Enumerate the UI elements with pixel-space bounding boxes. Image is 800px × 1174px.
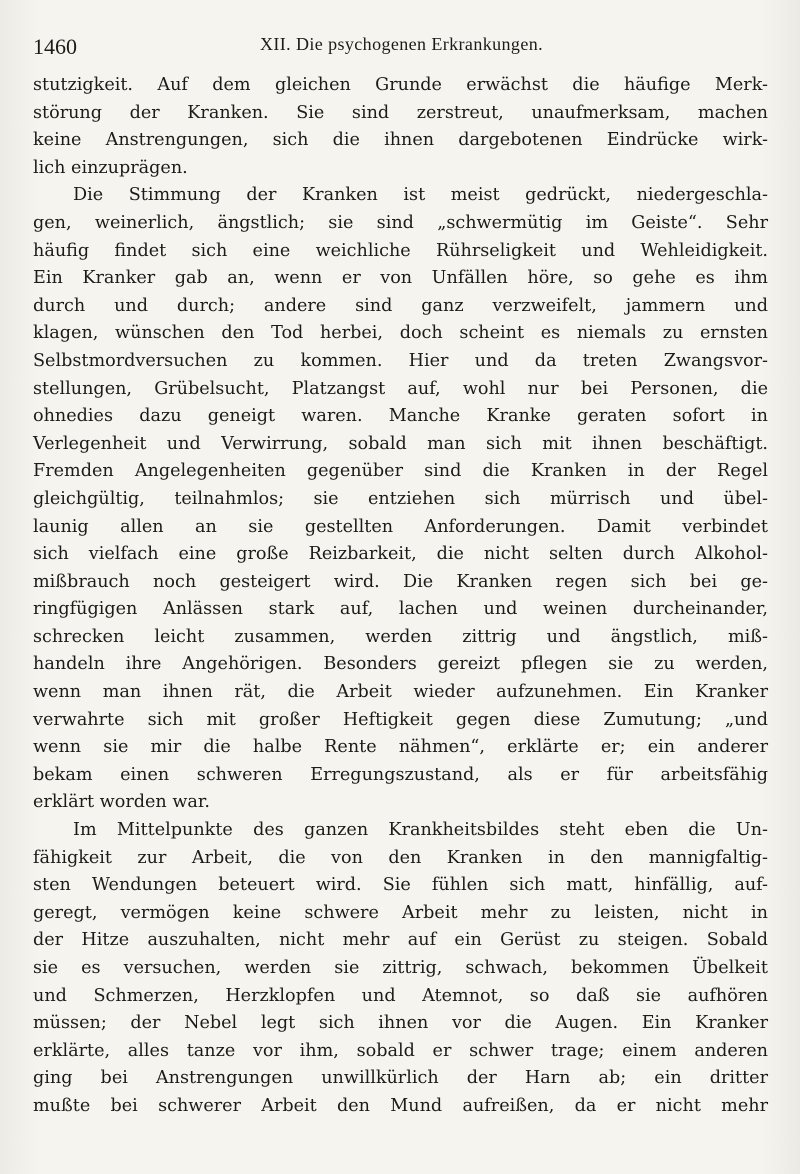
body-text	[33, 72, 768, 1121]
text-line: verwahrte sich mit großer Heftigkeit gegen diese Zumutung; „und	[33, 709, 768, 730]
text-line: fähigkeit zur Arbeit, die von den Kranken in den mannigfaltig-	[33, 847, 768, 868]
text-line: müssen; der Nebel legt sich ihnen vor die Augen. Ein Kranker	[33, 1013, 768, 1034]
text-line: Im Mittelpunkte des ganzen Krankheitsbildes steht eben die Un-	[73, 820, 768, 841]
text-line: launig allen an sie gestellten Anforderungen. Damit verbindet	[33, 516, 768, 537]
running-title: XII. Die psychogenen Erkrankungen.	[260, 34, 544, 54]
text-line: Verlegenheit und Verwirrung, sobald man sich mit ihnen beschäftigt.	[33, 433, 768, 454]
text-line: wenn sie mir die halbe Rente nähmen“, erklärte er; ein anderer	[33, 737, 768, 758]
text-line: durch und durch; andere sind ganz verzweifelt, jammern und	[33, 295, 768, 316]
text-line: keine Anstrengungen, sich die ihnen dargebotenen Eindrücke wirk-	[33, 130, 768, 151]
page-number: 1460	[33, 34, 77, 59]
text-line: gleichgültig, teilnahmlos; sie entziehen sich mürrisch und übel-	[33, 488, 768, 509]
text-line: sich vielfach eine große Reizbarkeit, die nicht selten durch Alkohol-	[33, 544, 768, 565]
text-line: Ein Kranker gab an, wenn er von Unfällen höre, so gehe es ihm	[33, 268, 768, 289]
text-line: mißbrauch noch gesteigert wird. Die Kranken regen sich bei ge-	[33, 571, 768, 592]
text-line: ohnedies dazu geneigt waren. Manche Kranke geraten sofort in	[33, 406, 768, 427]
text-line: und Schmerzen, Herzklopfen und Atemnot, so daß sie aufhören	[33, 985, 768, 1006]
text-line: mußte bei schwerer Arbeit den Mund aufreißen, da er nicht mehr	[33, 1095, 768, 1116]
text-line: stellungen, Grübelsucht, Platzangst auf, wohl nur bei Personen, die	[33, 378, 768, 399]
text-line: gen, weinerlich, ängstlich; sie sind „schwermütig im Geiste“. Sehr	[33, 212, 768, 233]
page-header	[33, 30, 760, 60]
text-line: erklärt worden war.	[33, 792, 210, 813]
text-line: handeln ihre Angehörigen. Besonders gereizt pflegen sie zu werden,	[33, 654, 768, 675]
text-line: sten Wendungen beteuert wird. Sie fühlen sich matt, hinfällig, auf-	[33, 875, 768, 896]
text-line: der Hitze auszuhalten, nicht mehr auf ein Gerüst zu steigen. Sobald	[33, 930, 768, 951]
text-line: stutzigkeit. Auf dem gleichen Grunde erwächst die häufige Merk-	[33, 75, 768, 95]
text-line: ging bei Anstrengungen unwillkürlich der Harn ab; ein dritter	[33, 1068, 768, 1089]
text-line: ringfügigen Anlässen stark auf, lachen und weinen durcheinander,	[33, 599, 768, 620]
text-line: lich einzuprägen.	[33, 157, 188, 178]
text-line: erklärte, alles tanze vor ihm, sobald er schwer trage; einem anderen	[33, 1040, 768, 1061]
text-line: Selbstmordversuchen zu kommen. Hier und da treten Zwangsvor-	[33, 350, 768, 371]
text-line: klagen, wünschen den Tod herbei, doch scheint es niemals zu ernsten	[33, 323, 768, 344]
text-line: geregt, vermögen keine schwere Arbeit mehr zu leisten, nicht in	[33, 902, 768, 923]
text-line: sie es versuchen, werden sie zittrig, schwach, bekommen Übelkeit	[33, 958, 768, 978]
text-line: bekam einen schweren Erregungszustand, als er für arbeitsfähig	[33, 764, 768, 785]
text-line: schrecken leicht zusammen, werden zittrig und ängstlich, miß-	[33, 626, 768, 647]
text-line: wenn man ihnen rät, die Arbeit wieder aufzunehmen. Ein Kranker	[33, 682, 768, 703]
text-line: häufig findet sich eine weichliche Rührseligkeit und Wehleidigkeit.	[33, 240, 768, 261]
text-line: Die Stimmung der Kranken ist meist gedrückt, niedergeschla-	[73, 185, 768, 206]
text-line: Fremden Angelegenheiten gegenüber sind die Kranken in der Regel	[33, 461, 768, 482]
text-line: störung der Kranken. Sie sind zerstreut, unaufmerksam, machen	[33, 102, 768, 123]
